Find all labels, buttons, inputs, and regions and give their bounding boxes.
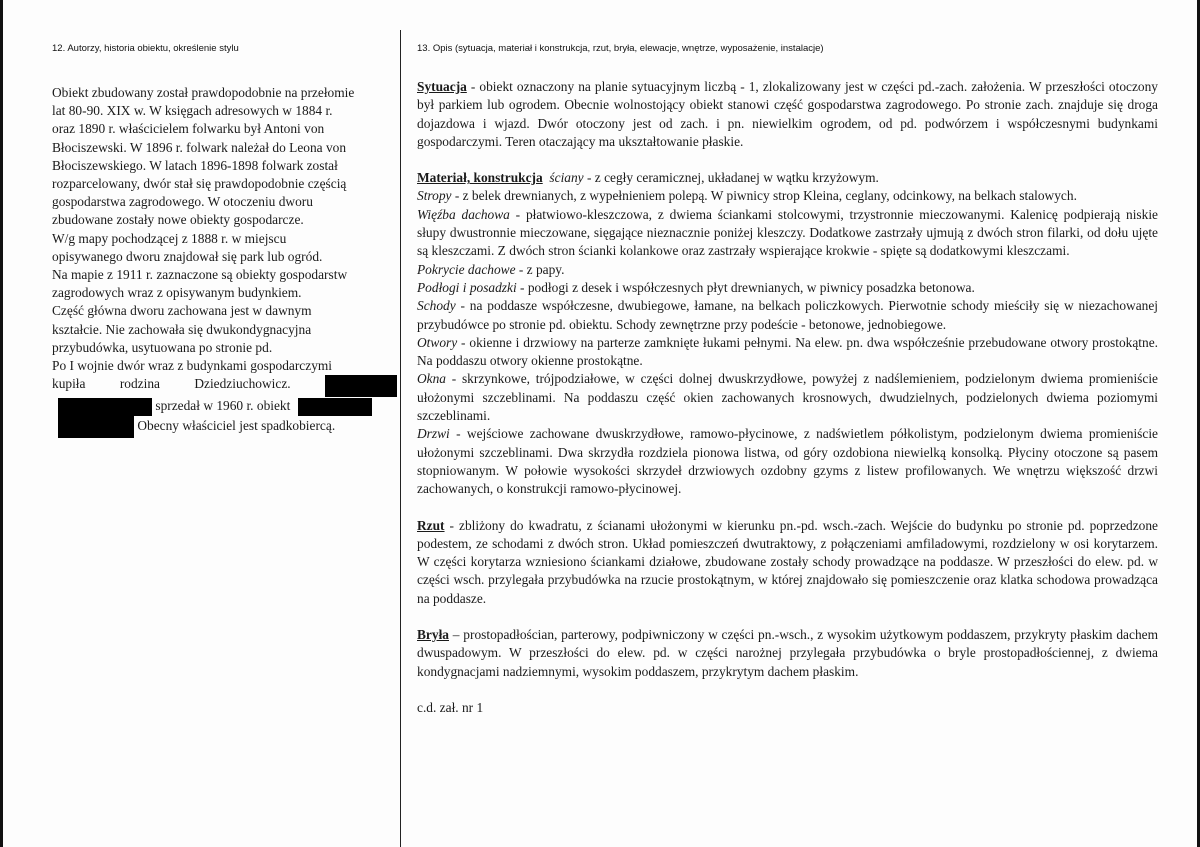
text-line <box>52 375 397 397</box>
section-header-12: 12. Autorzy, historia obiektu, określenie stylu <box>52 43 239 54</box>
text-line: W/g mapy pochodzącej z 1888 r. w miejscu <box>52 230 287 246</box>
history-paragraph-1 <box>52 84 397 302</box>
text-fragment: Obecny właściciel jest spadkobiercą. <box>137 418 336 434</box>
scan-edge-left <box>0 0 3 847</box>
material-roof-truss <box>417 206 1158 261</box>
material-doors <box>417 425 1158 498</box>
text-line: przybudówka, usytuowana po stronie pd. <box>52 339 273 355</box>
section-text: - zbliżony do kwadratu, z ścianami ułożonymi w kierunku pn.-pd. wsch.-zach. Wejście do budynku po stronie pd. poprzedzone podestem, ze schodami z dwóch stron. Układ pomieszczeń dwutraktowy, z połączeniami amfiladowymi, rozdzielony w osi korytarzem. W części korytarza wzniesiono ściankami działowe, zbudowane zostały schody prowadzące na poddasze. W przeszłości do elew. pd. w części wsch. przylegała przybudówka na rzucie prostokątnym, w której znajdowało się pomieszczenie oraz klatka schodowa prowadząca na poddasze. <box>417 517 1158 606</box>
text-fragment: sprzedał w 1960 r. obiekt <box>155 398 291 414</box>
item-text: - na poddasze współczesne, dwubiegowe, łamane, na belkach policzkowych. Pierwotnie schody mieściły się w niezachowanej przybudówce po stronie pd. obiektu. Schody zewnętrzne przy podeście - betonowe, jednobiegowe. <box>417 298 1158 332</box>
material-ceilings <box>417 187 1158 205</box>
redaction-block <box>298 398 372 416</box>
item-label: Pokrycie dachowe <box>417 261 516 277</box>
item-label: Okna <box>417 371 447 387</box>
column-divider <box>400 30 401 847</box>
item-text: - wejściowe zachowane dwuskrzydłowe, ramowo-płycinowe, z nadświetlem półkolistym, podzielonym dwiema promieniście ułożonymi szczeblinami. Dwa skrzydła rozdziela pionowa listwa, od góry ozdobiona niewielką konsolką. Płyciny otoczone są pasem stopniowanym. W połowie wysokości skrzydeł drzwiowych ozdobny gzyms z listew profilowanych. We wnętrzu większość drzwi zachowanych, o konstrukcji ramowo-płycinowej. <box>417 426 1158 497</box>
text-line: lat 80-90. XIX w. W księgach adresowych w 1884 r. <box>52 103 333 119</box>
material-openings <box>417 334 1158 371</box>
description-column <box>417 78 1158 717</box>
item-label: ściany <box>549 170 584 186</box>
item-label: Otwory <box>417 334 458 350</box>
section-text: - obiekt oznaczony na planie sytuacyjnym liczbą - 1, zlokalizowany jest w części pd.-zach. założenia. W przeszłości otoczony był parkiem lub ogrodem. Obecnie wolnostojący obiekt stanowi część gospodarstwa zagrodowego. Po stronie zach. znajduje się droga dojazdowa i wjazd. Dwór otoczony jest od zach. i pn. niewielkim ogrodem, od pd. podwórzem i współczesnymi budynkami gospodarczymi. Teren otaczający ma ukształtowanie płaskie. <box>417 79 1158 149</box>
text-word: rodzina <box>119 376 160 392</box>
material-floors <box>417 279 1158 297</box>
history-paragraph-3 <box>52 357 397 438</box>
section-text: – prostopadłościan, parterowy, podpiwniczony w części pn.-wsch., z wysokim użytkowym poddaszem, przykryty płaskim dachem dwuspadowym. W przeszłości do elew. pd. w części narożnej przylegała przybudówka o bryle prostopadłościennej, z dwiema kondygnacjami nadziemnymi, wysokim poddaszem, przykrytym dachem płaskim. <box>417 627 1158 679</box>
item-label: Więźba dachowa <box>417 206 510 222</box>
section-heading: Materiał, konstrukcja <box>417 170 543 186</box>
text-line: Obiekt zbudowany został prawdopodobnie na przełomie <box>52 85 355 100</box>
bryla-section <box>417 626 1158 681</box>
text-line: Błociszewski. W 1896 r. folwark należał do Leona von <box>52 139 347 155</box>
material-windows <box>417 370 1158 425</box>
text-line: Błociszewskiego. W latach 1896-1898 folwark został <box>52 157 338 173</box>
item-text: - płatwiowo-kleszczowa, z dwiema ściankami stolcowymi, trzystronnie mieczowanymi. Kalenicę podpierają niskie słupy dwustronnie mieczowane, sięgające nieznacznie poniżej kleszczy. Dodatkowe zastrzały ujmują z dwóch stron filarki, od dołu ujęte są kleszczami. Z dwóch stron ścianki kolankowe oraz zastrzały wspierające krokwie - spięte są dodatkowymi kleszczami. <box>417 206 1158 259</box>
section-header-13: 13. Opis (sytuacja, materiał i konstrukcja, rzut, bryła, elewacje, wnętrze, wyposażenie, instalacje) <box>417 43 824 54</box>
text-word: Dziedziuchowicz. <box>194 376 291 392</box>
redaction-block <box>58 398 152 416</box>
text-line: oraz 1890 r. właścicielem folwarku był Antoni von <box>52 121 325 137</box>
item-label: Stropy <box>417 188 452 204</box>
material-stairs <box>417 297 1158 334</box>
text-line <box>52 397 397 416</box>
text-line: zbudowane zostały nowe obiekty gospodarcze. <box>52 212 304 228</box>
continued-note: c.d. zał. nr 1 <box>417 699 484 715</box>
item-text: - skrzynkowe, trójpodziałowe, w części dolnej dwuskrzydłowe, powyżej z nadślemieniem, podzielonym dwiema promieniście ułożonymi szczeblinami. Na poddaszu część okien zachowanych krosnowych, dwudzielnych, podzielonych dwiema poziomymi szczeblinami. <box>417 371 1158 424</box>
sytuacja-section <box>417 78 1158 151</box>
material-section <box>417 169 1158 498</box>
section-heading: Bryła <box>417 627 449 643</box>
material-roofing <box>417 261 1158 279</box>
item-text: - okienne i drzwiowy na parterze zamknięte łukami pełnymi. Na elew. pn. dwa współcześnie przebudowane otwory prostokątne. Na poddaszu otwory okienne prostokątne. <box>417 334 1158 369</box>
section-heading: Sytuacja <box>417 79 467 94</box>
text-word: kupiła <box>52 376 86 392</box>
item-text: - podłogi z desek i współczesnych płyt drewnianych, w piwnicy posadzka betonowa. <box>516 279 975 295</box>
item-text: - z papy. <box>515 261 565 277</box>
text-line: Część główna dworu zachowana jest w dawnym <box>52 303 312 319</box>
text-line <box>52 416 397 438</box>
redaction-block <box>325 375 397 397</box>
history-paragraph-2 <box>52 302 397 357</box>
item-text: - z belek drewnianych, z wypełnieniem polepą. W piwnicy strop Kleina, ceglany, odcinkowy, na belkach stalowych. <box>451 188 1077 204</box>
history-column <box>52 84 397 438</box>
text-line: gospodarstwa zagrodowego. W otoczeniu dworu <box>52 194 313 210</box>
item-label: Schody <box>417 298 456 314</box>
text-line: kształcie. Nie zachowała się dwukondygnacyjna <box>52 321 312 337</box>
rzut-section <box>417 517 1158 608</box>
item-label: Podłogi i posadzki <box>417 279 517 295</box>
text-line: Na mapie z 1911 r. zaznaczone są obiekty gospodarstw <box>52 267 348 283</box>
item-text: - z cegły ceramicznej, układanej w wątku krzyżowym. <box>583 170 879 186</box>
text-line: zagrodowych wraz z opisywanym budynkiem. <box>52 285 302 301</box>
material-walls <box>417 169 1158 187</box>
section-heading: Rzut <box>417 517 445 533</box>
text-line: rozparcelowany, dwór stał się prawdopodobnie częścią <box>52 176 347 192</box>
text-line: Po I wojnie dwór wraz z budynkami gospodarczymi <box>52 358 333 374</box>
text-line: opisywanego dworu znajdował się park lub ogród. <box>52 248 323 264</box>
item-label: Drzwi <box>417 426 450 442</box>
redaction-block <box>58 416 134 438</box>
